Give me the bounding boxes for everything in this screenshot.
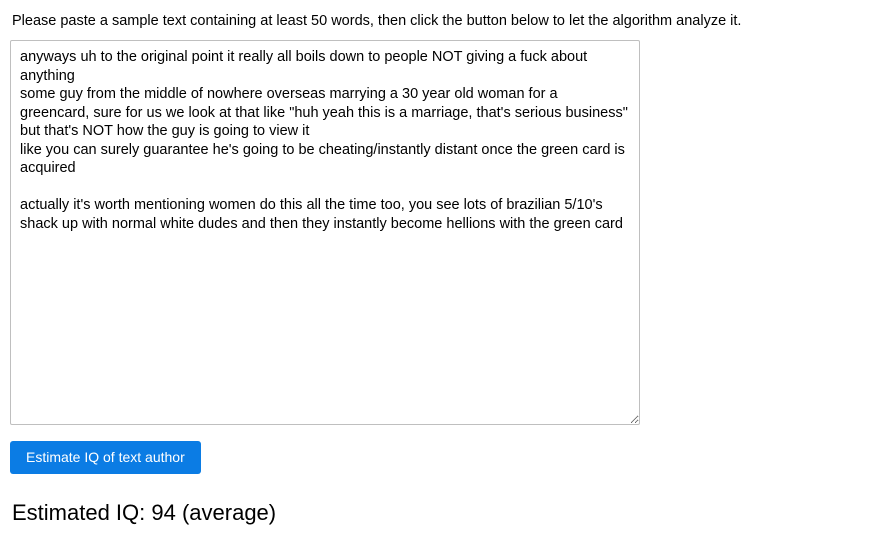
instruction-text: Please paste a sample text containing at least 50 words, then click the button below to let the algorithm analyze it. — [12, 13, 742, 29]
sample-text-area-wrapper — [10, 40, 640, 430]
estimate-iq-button[interactable]: Estimate IQ of text author — [10, 441, 201, 474]
sample-text-input[interactable] — [10, 40, 640, 425]
estimated-iq-result: Estimated IQ: 94 (average) — [12, 500, 277, 525]
